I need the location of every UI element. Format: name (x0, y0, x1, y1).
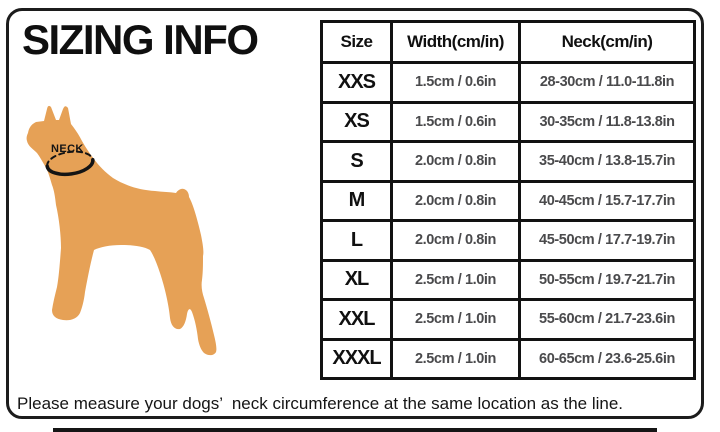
size-cell: XS (322, 102, 392, 142)
table-row (322, 221, 695, 261)
table-row (322, 339, 695, 379)
width-cell: 1.5cm / 0.6in (392, 102, 520, 142)
width-cell: 2.5cm / 1.0in (392, 260, 520, 300)
table-row (322, 181, 695, 221)
size-cell: S (322, 142, 392, 182)
neck-cell: 28-30cm / 11.0-11.8in (520, 63, 695, 103)
header-neck: Neck(cm/in) (520, 22, 695, 63)
width-cell: 2.5cm / 1.0in (392, 339, 520, 379)
size-cell: XXXL (322, 339, 392, 379)
neck-cell: 45-50cm / 17.7-19.7in (520, 221, 695, 261)
sizing-table (320, 20, 696, 380)
header-size: Size (322, 22, 392, 63)
neck-cell: 50-55cm / 19.7-21.7in (520, 260, 695, 300)
neck-cell: 40-45cm / 15.7-17.7in (520, 181, 695, 221)
neck-cell: 35-40cm / 13.8-15.7in (520, 142, 695, 182)
bottom-divider (53, 428, 657, 432)
table-row (322, 142, 695, 182)
size-cell: XL (322, 260, 392, 300)
width-cell: 2.0cm / 0.8in (392, 181, 520, 221)
neck-label: NECK (51, 143, 84, 155)
header-width: Width(cm/in) (392, 22, 520, 63)
table-row (322, 102, 695, 142)
size-cell: XXS (322, 63, 392, 103)
table-row (322, 260, 695, 300)
neck-cell: 55-60cm / 21.7-23.6in (520, 300, 695, 340)
table-row (322, 300, 695, 340)
table-header-row (322, 22, 695, 63)
table-row (322, 63, 695, 103)
size-cell: M (322, 181, 392, 221)
width-cell: 2.5cm / 1.0in (392, 300, 520, 340)
width-cell: 2.0cm / 0.8in (392, 221, 520, 261)
page-title: SIZING INFO (22, 16, 258, 63)
size-cell: XXL (322, 300, 392, 340)
size-cell: L (322, 221, 392, 261)
neck-cell: 30-35cm / 11.8-13.8in (520, 102, 695, 142)
width-cell: 1.5cm / 0.6in (392, 63, 520, 103)
measure-instruction: Please measure your dogs’ neck circumference at the same location as the line. (17, 394, 624, 413)
width-cell: 2.0cm / 0.8in (392, 142, 520, 182)
neck-cell: 60-65cm / 23.6-25.6in (520, 339, 695, 379)
